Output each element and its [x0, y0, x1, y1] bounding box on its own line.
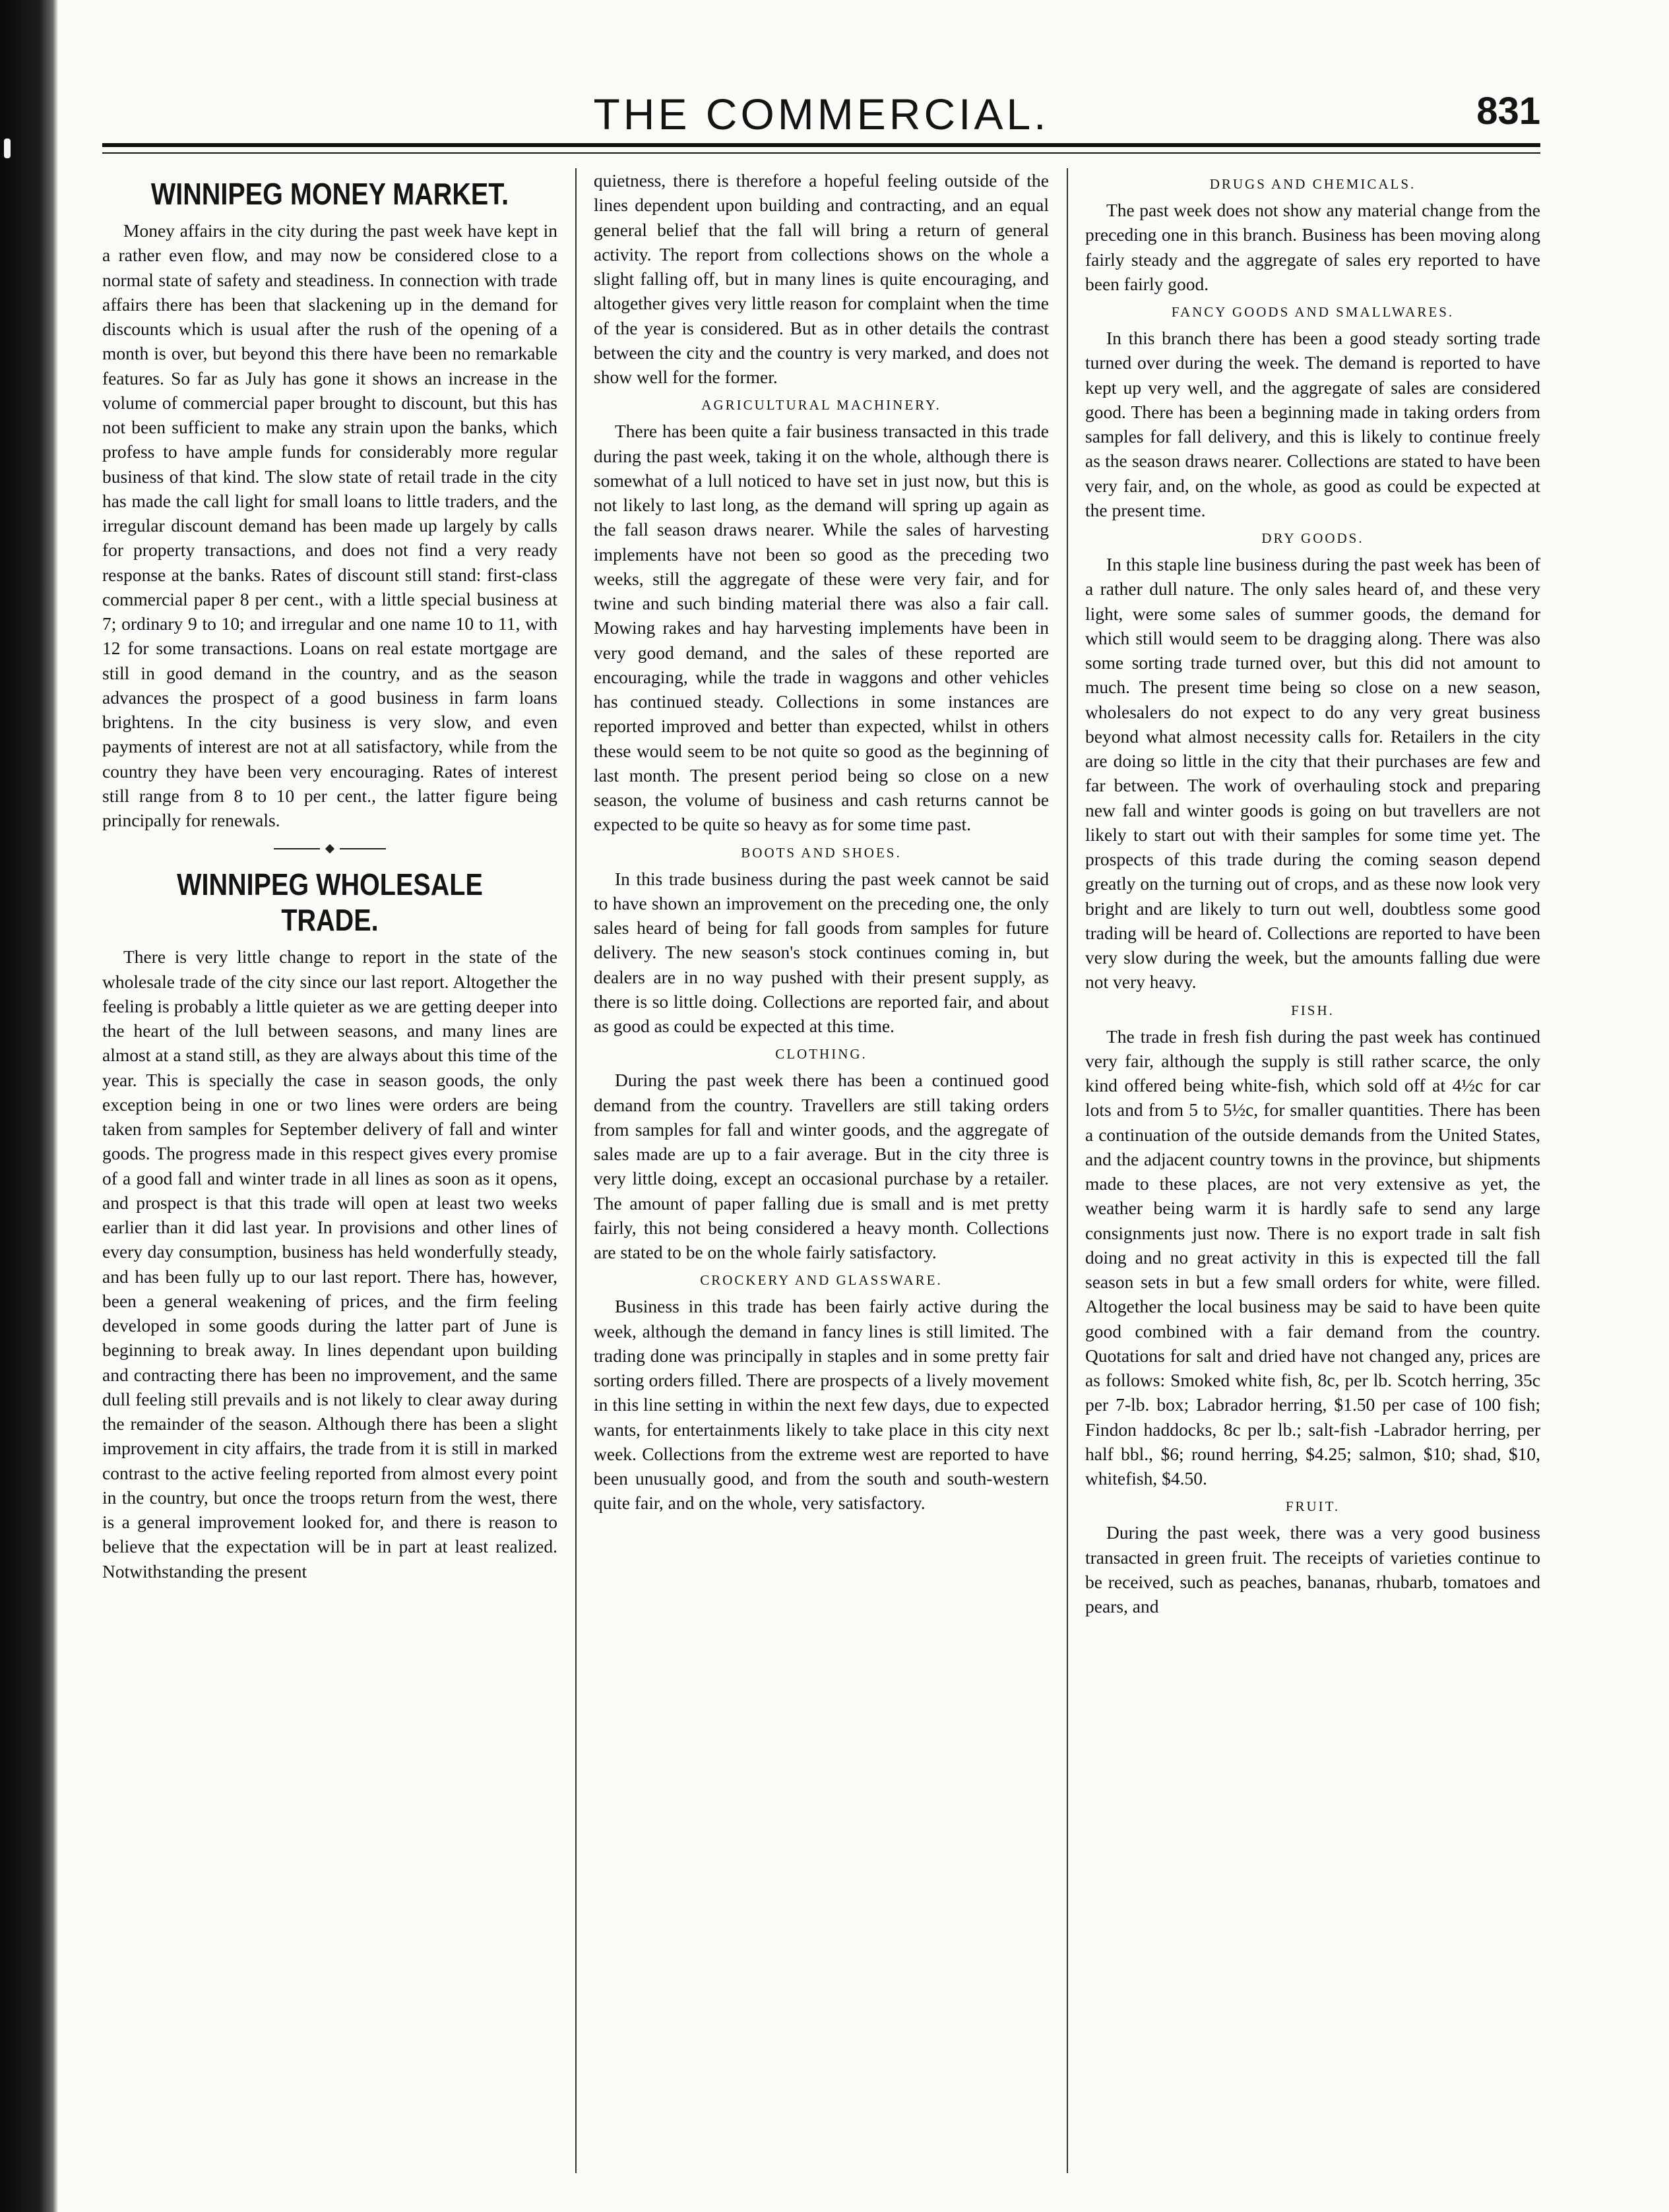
section-heading-fancy-goods: FANCY GOODS AND SMALLWARES.: [1171, 304, 1455, 320]
masthead-title: THE COMMERCIAL.: [593, 90, 1050, 138]
masthead-rule-thin: [102, 152, 1540, 154]
masthead: [102, 89, 1540, 142]
article-title-wholesale-trade: WINNIPEG WHOLESALE TRADE.: [177, 867, 483, 938]
article-title-money-market: WINNIPEG MONEY MARKET.: [150, 177, 509, 211]
section-heading-crockery-and-glassware: CROCKERY AND GLASSWARE.: [700, 1272, 943, 1289]
article-body-wholesale-trade: There is very little change to report in the state of the wholesale trade of the city since our last report. Altogether the feeling is probably a little quieter as we are getting deeper into the heart of the lull between seasons, and many lines are almost at a stand still, as they are always about this time of the year. This is specially the case in season goods, the only exception being in one or two lines were orders are being taken from samples for September delivery of fall and winter goods. The progress made in this respect gives every promise of a good fall and winter trade in all lines as soon as it opens, and prospect is that this trade will open at least two weeks earlier than it did last year. In provisions and other lines of every day consumption, business has held wonderfully steady, and has been fully up to our last report. There has, however, been a general weakening of prices, and the firm feeling developed in some goods during the latter part of June is beginning to break away. In lines dependant upon building and contracting there has been no improvement, and the same dull feeling still prevails and is not likely to clear away during the remainder of the season. Although there has been a slight improvement in city affairs, the trade from it is still in marked contrast to the active feeling reported from almost every point in the country, but once the troops return from the west, there is a general improvement looked for, and there is reason to believe that the expectation will be in part at least realized. Notwithstanding the present: [102, 946, 557, 1582]
section-body-agricultural-machinery: There has been quite a fair business transacted in this trade during the past week, taking it on the whole, although there is somewhat of a lull noticed to have set in just now, but this is not likely to last long, as the demand will spring up again as the fall season draws nearer. While the sales of harvesting implements have not been so good as the preceding two weeks, still the aggregate of these were very fair, and for twine and such binding material there was also a fair call. Mowing rakes and hay harvesting implements have been in very good demand, and the sales of these reported are encouraging, while the trade in waggons and other vehicles has continued steady. Collections in some instances are reported improved and better than expected, whilst in others these would seem to be not quite so good as the beginning of last month. The present period being so close on a new season, the volume of business and cash returns cannot be expected to be quite so heavy as for some time past.: [594, 421, 1049, 835]
column-divider: [575, 168, 577, 2173]
column-middle: [594, 168, 1049, 2173]
section-body-fruit: During the past week, there was a very good business transacted in green fruit. The receipts of varieties continue to be received, such as peaches, bananas, rhubarb, tomatoes and pears, and: [1085, 1522, 1540, 1616]
article-body-money-market: Money affairs in the city during the past week have kept in a rather even flow, and may now be considered close to a normal state of safety and steadiness. In connection with trade affairs there has been that slackening up in the demand for discounts which is usual after the rush of the opening of a month is over, but beyond this there have been no remarkable features. So far as July has gone it shows an increase in the volume of commercial paper brought to discount, but this has not been sufficient to make any strain upon the banks, which profess to have ample funds for considerably more regular business of that kind. The slow state of retail trade in the city has made the call light for small loans to little traders, and the irregular discount demand has been made up largely by calls for property transactions, and does not find a very ready response at the banks. Rates of discount still stand: first-class commercial paper 8 per cent., with a little special business at 7; ordinary 9 to 10; and irregular and one name 10 to 11, with 12 for some transactions. Loans on real estate mortgage are still in good demand in the country, and as the season advances the prospect of a good business in farm loans brightens. In the city business is very slow, and even payments of interest are not at all satisfactory, while from the country they have been very encouraging. Rates of interest still range from 8 to 10 per cent., the latter figure being principally for renewals.: [102, 220, 557, 830]
section-heading-fruit: FRUIT.: [1285, 1498, 1340, 1515]
column-right: [1085, 168, 1540, 2173]
section-heading-agricultural-machinery: AGRICULTURAL MACHINERY.: [701, 397, 941, 414]
section-body-fancy-goods: In this branch there has been a good steady sorting trade turned over during the week. The demand is reported to have kept up very well, and the aggregate of sales are considered good. There has been a beginning made in taking orders from samples for fall delivery, and this is likely to continue freely as the season draws nearer. Collections are stated to have been very fair, and, on the whole, as good as could be expected at the present time.: [1085, 328, 1540, 520]
newspaper-page: [102, 63, 1540, 2173]
page-number: 831: [1476, 90, 1540, 133]
article-columns: [102, 168, 1540, 2173]
page-spine-shadow: [0, 0, 58, 2212]
section-heading-clothing: CLOTHING.: [775, 1046, 867, 1062]
section-body-drugs-and-chemicals: The past week does not show any material change from the preceding one in this branch. Business has been moving along fairly steady and the aggregate of sales ery reported to have been fairly good.: [1085, 200, 1540, 294]
section-heading-dry-goods: DRY GOODS.: [1261, 530, 1364, 546]
section-body-dry-goods: In this staple line business during the past week has been of a rather dull nature. The only sales heard of, and these very light, were some sales of summer goods, the demand for which still would seem to be dragging along. There was also some sorting trade turned over, but this did not amount to much. The present time being so close on a new season, wholesalers do not expect to do any very great business beyond what almost necessity calls for. Retailers in the city are doing so little in the city that their purchases are few and far between. The work of overhauling stock and preparing new fall and winter goods is going on but travellers are not likely to start out with their samples for some time yet. The prospects of this trade during the coming season depend greatly on the turning out of crops, and as these now look very bright and are likely to turn out well, doubtless some good trading will be heard of. Collections are reported to have been very slow during the week, but the amounts falling due were not very heavy.: [1085, 554, 1540, 993]
masthead-rule-thick: [102, 143, 1540, 147]
section-heading-drugs-and-chemicals: DRUGS AND CHEMICALS.: [1209, 176, 1416, 192]
section-body-fish: The trade in fresh fish during the past week has continued very fair, although the supply is still rather scarce, the only kind offered being white-fish, which sold off at 4½c for car lots and from 5 to 5½c, for smaller quantities. There has been a continuation of the outside demands from the United States, and the adjacent country towns in the province, but shipments made to these places, are not very extensive as yet, the weather being warm it is hardly safe to send any large consignments just now. There is no export trade in salt fish doing and no great activity in this is expected till the fall season sets in but a few small orders for white, were filled. Altogether the local business may be said to have been quite good combined with a fair demand from the country. Quotations for salt and dried have not changed any, prices are as follows: Smoked white fish, 8c, per lb. Scotch herring, 35c per 7-lb. box; Labrador herring, $1.50 per case of 100 fish; Findon haddocks, 8c per lb.; salt-fish -Labrador herring, per half bbl., $6; round herring, $4.25; salmon, $10; shad, $10, whitefish, $4.50.: [1085, 1026, 1540, 1489]
section-heading-fish: FISH.: [1291, 1002, 1335, 1018]
section-ornament: [102, 839, 557, 856]
section-body-crockery-and-glassware: Business in this trade has been fairly active during the week, although the demand in fancy lines is still limited. The trading done was principally in staples and in some pretty fair sorting orders filled. There are prospects of a lively movement in this line setting in within the next few days, due to expected wants, for entertainments likely to take place in this city next week. Collections from the extreme west are reported to have been unusually good, and from the south and south-western quite fair, and on the whole, very satisfactory.: [594, 1296, 1049, 1514]
column-divider: [1067, 168, 1068, 2173]
section-body-boots-and-shoes: In this trade business during the past week cannot be said to have shown an improvement on the preceding one, the only sales heard of being for fall goods from samples for future delivery. The new season's stock continues coming in, but dealers are in no way pushed with their present supply, as there is so little doing. Collections are reported fair, and about as good as could be expected at this time.: [594, 868, 1049, 1036]
spine-mark: [4, 138, 11, 158]
column-left: [102, 168, 557, 2173]
article-body-continuation: quietness, there is therefore a hopeful feeling outside of the lines dependent upon building and contracting, and an equal general belief that the fall will bring a return of general activity. The report from collections shows on the whole a slight falling off, but in many lines is quite encouraging, and altogether gives very little reason for complaint when the time of the year is considered. But as in other details the contrast between the city and the country is very marked, and does not show well for the former.: [594, 170, 1049, 387]
section-heading-boots-and-shoes: BOOTS AND SHOES.: [741, 844, 902, 861]
section-body-clothing: During the past week there has been a continued good demand from the country. Travellers are still taking orders from samples for fall and winter goods, and the aggregate of sales made are up to a fair average. But in the city three is very little doing, except an occasional purchase by a retailer. The amount of paper falling due is small and is met pretty fairly, this not being considered a heavy month. Collections are stated to be on the whole fairly satisfactory.: [594, 1070, 1049, 1262]
